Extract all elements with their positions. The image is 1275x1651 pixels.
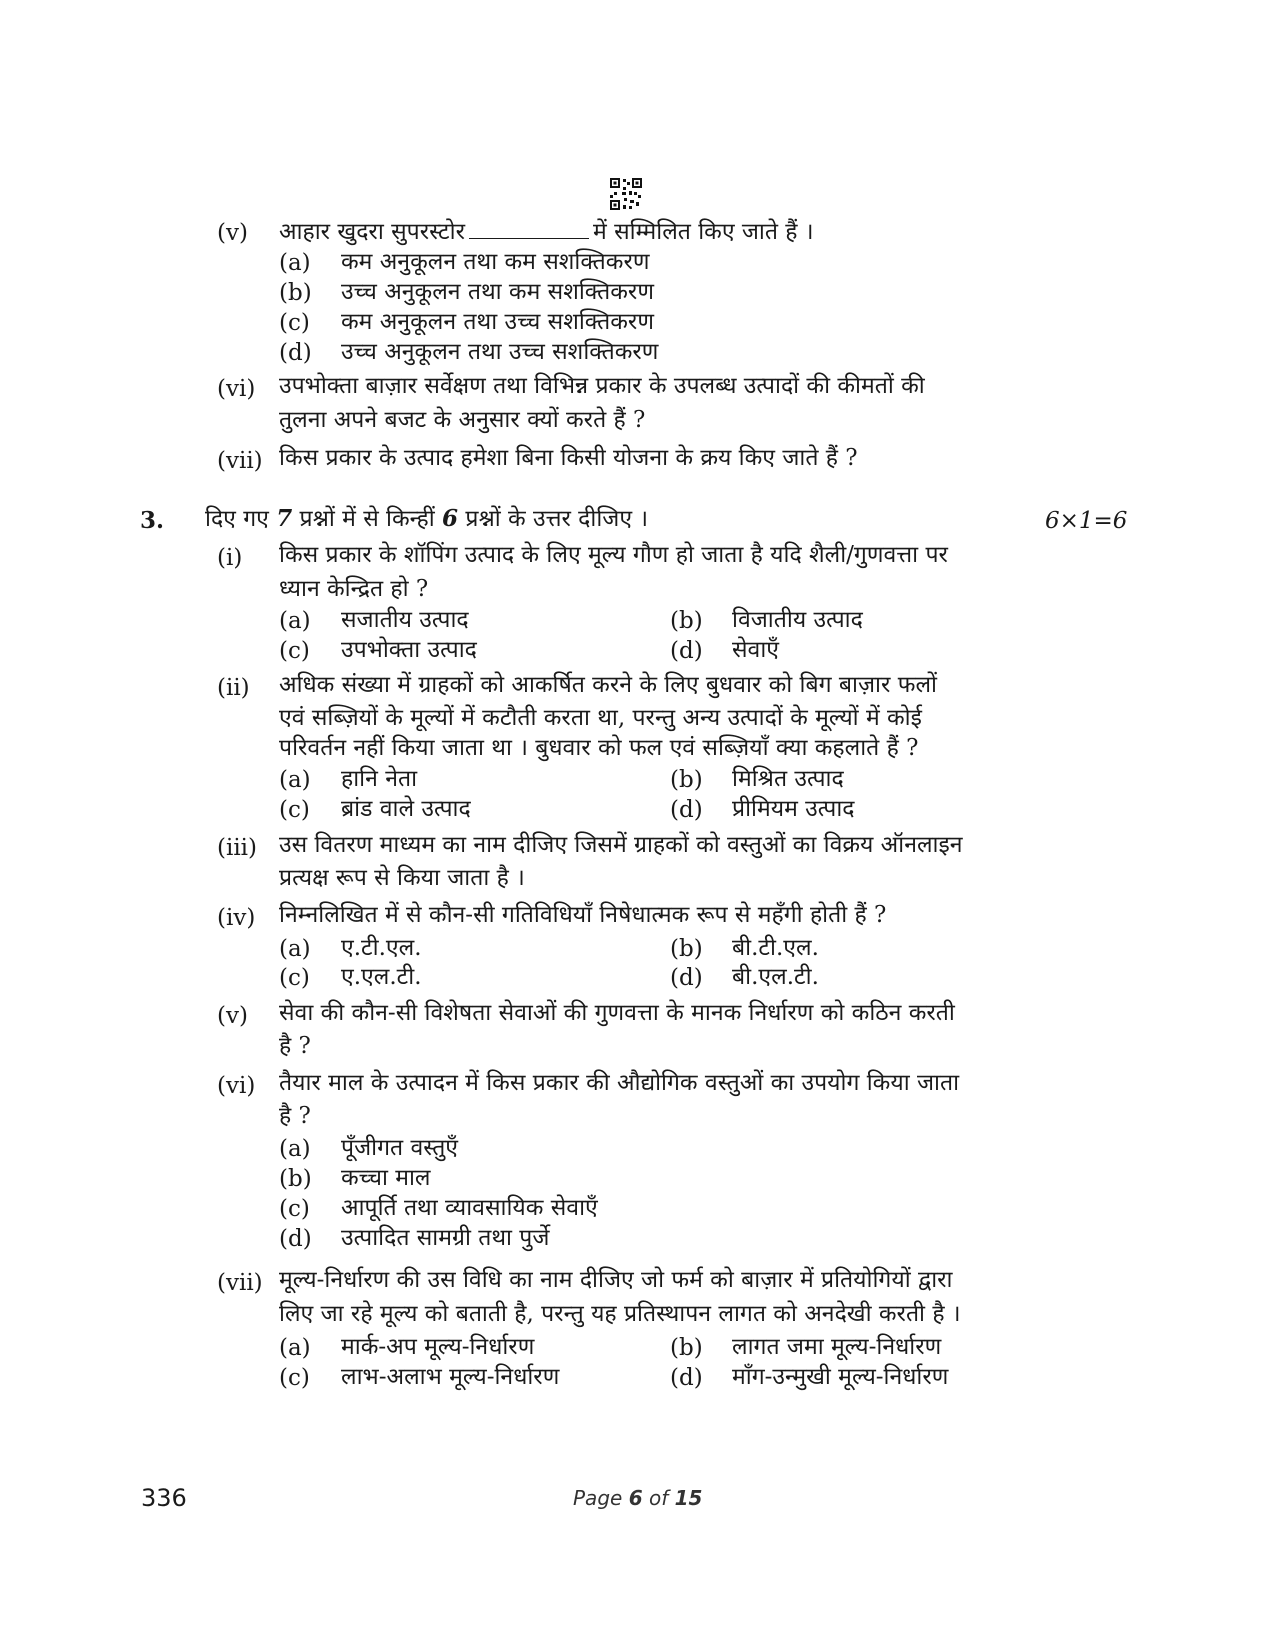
option-letter: (c): [279, 638, 310, 664]
option-text: सेवाएँ: [732, 637, 780, 663]
option-text: लागत जमा मूल्य-निर्धारण: [732, 1334, 942, 1360]
option-letter: (d): [670, 797, 703, 823]
option-text: मिश्रित उत्पाद: [732, 766, 844, 792]
question-text-line: तैयार माल के उत्पादन में किस प्रकार की औद्योगिक वस्तुओं का उपयोग किया जाता: [279, 1070, 960, 1096]
question-text-line: सेवा की कौन-सी विशेषता सेवाओं की गुणवत्ता के मानक निर्धारण को कठिन करती: [279, 1000, 955, 1026]
option-letter: (c): [279, 1365, 310, 1391]
option-letter: (b): [670, 936, 703, 962]
question-text-line: अधिक संख्या में ग्राहकों को आकर्षित करने के लिए बुधवार को बिग बाज़ार फलों: [279, 672, 938, 698]
option-letter: (d): [670, 1365, 703, 1391]
question-number: (vi): [217, 376, 256, 402]
option-letter: (c): [279, 310, 310, 336]
question-number: (iii): [217, 835, 258, 861]
question-number: (vii): [217, 1270, 263, 1296]
question-number: (ii): [217, 675, 250, 701]
option-text: बी.एल.टी.: [732, 964, 819, 990]
question-stem: आहार खुदरा सुपरस्टोर में सम्मिलित किए जाते हैं ।: [279, 219, 814, 245]
option-text: उत्पादित सामग्री तथा पुर्जे: [341, 1225, 550, 1251]
option-letter: (d): [279, 340, 312, 366]
option-letter: (a): [279, 1136, 311, 1162]
question-text-line: है ?: [279, 1103, 311, 1129]
qr-code-icon: [609, 177, 643, 211]
question-number: 3.: [140, 507, 165, 534]
option-text: उच्च अनुकूलन तथा उच्च सशक्तिकरण: [341, 339, 659, 365]
option-letter: (b): [670, 1335, 703, 1361]
option-text: माँग-उन्मुखी मूल्य-निर्धारण: [732, 1364, 949, 1390]
question-text-line: मूल्य-निर्धारण की उस विधि का नाम दीजिए जो फर्म को बाज़ार में प्रतियोगियों द्वारा: [279, 1267, 953, 1293]
question-text-line: किस प्रकार के शॉपिंग उत्पाद के लिए मूल्य गौण हो जाता है यदि शैली/गुणवत्ता पर: [279, 542, 948, 568]
option-letter: (d): [279, 1226, 312, 1252]
option-text: ए.टी.एल.: [341, 935, 422, 961]
question-number: (v): [217, 1003, 248, 1029]
question-text-line: लिए जा रहे मूल्य को बताती है, परन्तु यह प्रतिस्थापन लागत को अनदेखी करती है ।: [279, 1301, 961, 1327]
question-number: (vi): [217, 1073, 256, 1099]
question-text-line: परिवर्तन नहीं किया जाता था । बुधवार को फल एवं सब्ज़ियाँ क्या कहलाते हैं ?: [279, 735, 919, 761]
question-text-line: उस वितरण माध्यम का नाम दीजिए जिसमें ग्राहकों को वस्तुओं का विक्रय ऑनलाइन: [279, 832, 963, 858]
marks-allocation: 6×1=6: [1045, 508, 1128, 534]
option-letter: (d): [670, 638, 703, 664]
question-text-line: एवं सब्ज़ियों के मूल्यों में कटौती करता था, परन्तु अन्य उत्पादों के मूल्यों में कोई: [279, 705, 922, 731]
option-text: उच्च अनुकूलन तथा कम सशक्तिकरण: [341, 279, 654, 305]
question-number: (vii): [217, 448, 263, 474]
option-text: लाभ-अलाभ मूल्य-निर्धारण: [341, 1364, 560, 1390]
option-text: कम अनुकूलन तथा उच्च सशक्तिकरण: [341, 309, 654, 335]
option-letter: (a): [279, 608, 311, 634]
answer-blank: [469, 218, 589, 239]
question-text-line: तुलना अपने बजट के अनुसार क्यों करते हैं ?: [279, 407, 646, 433]
option-letter: (b): [670, 608, 703, 634]
question-text-line: निम्नलिखित में से कौन-सी गतिविधियाँ निषेधात्मक रूप से महँगी होती हैं ?: [279, 902, 887, 928]
option-letter: (b): [279, 280, 312, 306]
question-text-line: प्रत्यक्ष रूप से किया जाता है ।: [279, 865, 525, 891]
question-text-line: है ?: [279, 1033, 311, 1059]
option-text: आपूर्ति तथा व्यावसायिक सेवाएँ: [341, 1195, 598, 1221]
option-letter: (a): [279, 936, 311, 962]
question-text-line: किस प्रकार के उत्पाद हमेशा बिना किसी योजना के क्रय किए जाते हैं ?: [279, 445, 858, 471]
page-number: Page 6 of 15: [573, 1486, 703, 1510]
option-text: प्रीमियम उत्पाद: [732, 796, 855, 822]
option-letter: (a): [279, 250, 311, 276]
option-letter: (c): [279, 965, 310, 991]
option-letter: (c): [279, 1196, 310, 1222]
option-text: ब्रांड वाले उत्पाद: [341, 796, 471, 822]
option-text: हानि नेता: [341, 766, 418, 792]
option-text: कम अनुकूलन तथा कम सशक्तिकरण: [341, 249, 650, 275]
option-letter: (a): [279, 1335, 311, 1361]
question-number: (iv): [217, 905, 256, 931]
option-text: ए.एल.टी.: [341, 964, 422, 990]
option-text: विजातीय उत्पाद: [732, 607, 863, 633]
option-text: उपभोक्ता उत्पाद: [341, 637, 477, 663]
option-text: सजातीय उत्पाद: [341, 607, 469, 633]
question-instruction: दिए गए 7 प्रश्नों में से किन्हीं 6 प्रश्नों के उत्तर दीजिए ।: [205, 505, 649, 532]
question-number: (i): [217, 545, 243, 571]
option-text: मार्क-अप मूल्य-निर्धारण: [341, 1334, 535, 1360]
question-number: (v): [217, 220, 248, 246]
option-letter: (b): [670, 767, 703, 793]
option-letter: (d): [670, 965, 703, 991]
question-text-line: ध्यान केन्द्रित हो ?: [279, 576, 429, 602]
question-text-line: उपभोक्ता बाज़ार सर्वेक्षण तथा विभिन्न प्रकार के उपलब्ध उत्पादों की कीमतों की: [279, 373, 925, 399]
option-text: बी.टी.एल.: [732, 935, 819, 961]
option-letter: (a): [279, 767, 311, 793]
option-letter: (b): [279, 1166, 312, 1192]
option-text: कच्चा माल: [341, 1165, 431, 1191]
option-text: पूँजीगत वस्तुएँ: [341, 1135, 459, 1161]
option-letter: (c): [279, 797, 310, 823]
paper-code: 336: [141, 1484, 187, 1512]
